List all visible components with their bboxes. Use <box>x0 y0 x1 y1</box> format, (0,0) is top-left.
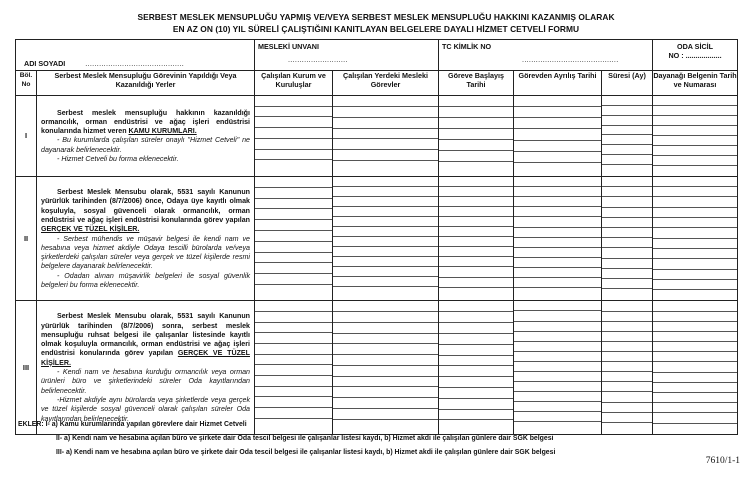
entry-line[interactable] <box>333 366 438 377</box>
entry-lines-gorevler[interactable] <box>333 176 439 301</box>
entry-line[interactable] <box>602 269 652 279</box>
entry-line[interactable] <box>439 257 513 267</box>
entry-line[interactable] <box>514 372 601 382</box>
col-kurum: Çalışılan Kurum ve Kuruluşlar <box>255 71 333 96</box>
entry-line[interactable] <box>439 118 513 129</box>
section-description <box>37 301 255 434</box>
entry-line[interactable] <box>653 424 737 434</box>
entry-line[interactable] <box>602 423 652 433</box>
entry-line[interactable] <box>602 135 652 145</box>
entry-line[interactable] <box>255 199 332 210</box>
entry-line[interactable] <box>333 96 438 107</box>
entry-line[interactable] <box>255 285 332 296</box>
entry-line[interactable] <box>653 228 737 238</box>
col-yerler: Serbest Meslek Mensupluğu Görevinin Yapıldığı Veya Kazanıldığı Yerler <box>37 71 255 96</box>
entry-line[interactable] <box>255 263 332 274</box>
section-description <box>37 176 255 301</box>
entry-line[interactable] <box>255 117 332 128</box>
entry-line[interactable] <box>514 402 601 412</box>
entry-line[interactable] <box>333 387 438 398</box>
section-text-underlined: GERÇEK VE TÜZEL KİŞİLER. <box>41 349 250 367</box>
entry-lines-kurum[interactable] <box>255 176 333 301</box>
header-row-columns <box>16 71 738 96</box>
entry-line[interactable] <box>653 383 737 393</box>
entry-line[interactable] <box>255 312 332 323</box>
entry-line[interactable] <box>439 247 513 257</box>
entry-line[interactable] <box>255 355 332 366</box>
entry-lines-dayanak[interactable] <box>653 176 738 301</box>
entry-line[interactable] <box>602 197 652 207</box>
entry-line[interactable] <box>514 217 601 227</box>
entry-line[interactable] <box>514 322 601 332</box>
entry-line[interactable] <box>333 187 438 197</box>
entry-line[interactable] <box>255 139 332 150</box>
entry-line[interactable] <box>602 177 652 187</box>
entry-line[interactable] <box>653 301 737 311</box>
entry-line[interactable] <box>255 177 332 188</box>
entry-line[interactable] <box>439 323 513 334</box>
section-text: Serbest Meslek Mensubu olarak, 5531 sayılı Kanunun yürürlük tarihinden (8/7/2006) önce, Odaya üye kayıtlı olmak koşuluyla, sosyal güvenceli olarak ormancılık, orman endüstrisi ve ağaç işleri endüstrisi konularında görev yapılan <box>41 188 250 224</box>
entry-line[interactable] <box>514 278 601 288</box>
entry-line[interactable] <box>439 207 513 217</box>
section-row-ii <box>16 176 738 301</box>
entry-line[interactable] <box>333 129 438 140</box>
entry-line[interactable] <box>439 288 513 298</box>
entry-line[interactable] <box>653 116 737 126</box>
profession-dots: .......................... <box>288 55 348 64</box>
entry-line[interactable] <box>653 259 737 269</box>
entry-line[interactable] <box>514 207 601 217</box>
entry-line[interactable] <box>602 187 652 197</box>
entry-line[interactable] <box>514 118 601 129</box>
entry-line[interactable] <box>602 248 652 258</box>
entry-lines-kurum[interactable] <box>255 301 333 434</box>
entry-line[interactable] <box>439 187 513 197</box>
entry-line[interactable] <box>653 312 737 322</box>
entry-line[interactable] <box>514 352 601 362</box>
entry-line[interactable] <box>333 177 438 187</box>
entry-line[interactable] <box>602 259 652 269</box>
tc-label: TC KİMLİK NO <box>442 42 492 51</box>
entry-line[interactable] <box>653 218 737 228</box>
entry-line[interactable] <box>602 238 652 248</box>
entry-line[interactable] <box>255 128 332 139</box>
entry-line[interactable] <box>333 377 438 388</box>
entry-line[interactable] <box>653 352 737 362</box>
entry-lines-gorevler[interactable] <box>333 301 439 434</box>
oda-cell[interactable] <box>653 40 738 71</box>
entry-line[interactable] <box>653 156 737 166</box>
entry-line[interactable] <box>602 218 652 228</box>
entry-line[interactable] <box>602 208 652 218</box>
entry-line[interactable] <box>333 344 438 355</box>
entry-line[interactable] <box>255 274 332 285</box>
entry-line[interactable] <box>255 107 332 118</box>
entry-line[interactable] <box>602 145 652 155</box>
col-dayanak: Dayanağı Belgenin Tarih ve Numarası <box>653 71 738 96</box>
entry-line[interactable] <box>602 289 652 299</box>
entry-line[interactable] <box>653 332 737 342</box>
entry-line[interactable] <box>439 366 513 377</box>
entry-line[interactable] <box>514 177 601 187</box>
entry-lines-ayrilis[interactable] <box>514 301 602 434</box>
entry-line[interactable] <box>602 352 652 362</box>
entry-line[interactable] <box>653 362 737 372</box>
entry-line[interactable] <box>333 107 438 118</box>
entry-line[interactable] <box>439 312 513 323</box>
section-text-underlined: KAMU KURUMLARI. <box>128 127 197 136</box>
entry-line[interactable] <box>602 382 652 392</box>
entry-line[interactable] <box>653 403 737 413</box>
entry-line[interactable] <box>439 356 513 367</box>
entry-line[interactable] <box>333 277 438 287</box>
form-code: 7610/1-1 <box>705 456 740 466</box>
section-number: I <box>16 96 37 177</box>
entry-line[interactable] <box>653 322 737 332</box>
entry-line[interactable] <box>514 288 601 298</box>
entry-lines-suresi[interactable] <box>602 96 653 177</box>
attachment-iii: III- a) Kendi nam ve hesabına açılan büro ve şirkete dair Oda tescil belgesi ile çalışanlar listesi kaydı, b) Hizmet akdi ile çalışılan günlere dair SGK belgesi <box>56 449 556 456</box>
tc-cell[interactable] <box>439 40 653 71</box>
entry-line[interactable] <box>333 161 438 172</box>
entry-line[interactable] <box>602 126 652 136</box>
entry-line[interactable] <box>514 382 601 392</box>
entry-line[interactable] <box>333 217 438 227</box>
entry-lines-ayrilis[interactable] <box>514 176 602 301</box>
entry-line[interactable] <box>602 116 652 126</box>
entry-line[interactable] <box>602 362 652 372</box>
entry-line[interactable] <box>653 136 737 146</box>
entry-line[interactable] <box>514 268 601 278</box>
section-number: II <box>16 176 37 301</box>
entry-line[interactable] <box>333 237 438 247</box>
entry-line[interactable] <box>255 387 332 398</box>
entry-lines-gorevler[interactable] <box>333 96 439 177</box>
entry-line[interactable] <box>439 237 513 247</box>
entry-line[interactable] <box>333 287 438 297</box>
entry-line[interactable] <box>255 209 332 220</box>
entry-line[interactable] <box>439 377 513 388</box>
entry-line[interactable] <box>439 96 513 107</box>
entry-line[interactable] <box>653 197 737 207</box>
entry-line[interactable] <box>514 258 601 268</box>
entry-line[interactable] <box>333 301 438 312</box>
section-row-i <box>16 96 738 177</box>
entry-line[interactable] <box>439 267 513 277</box>
entry-line[interactable] <box>255 150 332 161</box>
entry-line[interactable] <box>514 342 601 352</box>
col-baslayis: Göreve Başlayış Tarihi <box>439 71 514 96</box>
section-note-2: -Hizmet akdiyle aynı bürolarda veya şirketlerde veya gerçek ve tüzel kişilerde sosyal güvenceli olarak çalışılan süreler Oda kayıtlarından belirlenecektir. <box>41 395 250 423</box>
entry-lines-baslayis[interactable] <box>439 96 514 177</box>
entry-line[interactable] <box>333 118 438 129</box>
attachments-section <box>18 418 555 460</box>
entry-line[interactable] <box>333 398 438 409</box>
entry-line[interactable] <box>653 249 737 259</box>
entry-line[interactable] <box>653 166 737 176</box>
entry-line[interactable] <box>514 152 601 163</box>
col-bol-no: Böl. No <box>16 71 37 96</box>
entry-line[interactable] <box>653 280 737 290</box>
entry-line[interactable] <box>333 247 438 257</box>
entry-line[interactable] <box>514 392 601 402</box>
section-number: III <box>16 301 37 434</box>
col-gorevler: Çalışılan Yerdeki Mesleki Görevler <box>333 71 439 96</box>
entry-line[interactable] <box>602 403 652 413</box>
entry-line[interactable] <box>514 238 601 248</box>
entry-line[interactable] <box>439 227 513 237</box>
section-text: Serbest meslek mensupluğu hakkının kazanıldığı ormancılık, orman endüstrisi ve ağaç işleri endüstrisi konularında hizmet veren <box>41 108 250 136</box>
entry-lines-baslayis[interactable] <box>439 176 514 301</box>
entry-line[interactable] <box>602 332 652 342</box>
entry-lines-kurum[interactable] <box>255 96 333 177</box>
entry-lines-dayanak[interactable] <box>653 301 738 434</box>
entry-line[interactable] <box>602 106 652 116</box>
name-dots: ........................................... <box>85 59 185 68</box>
entry-line[interactable] <box>255 301 332 312</box>
entry-line[interactable] <box>653 290 737 300</box>
tc-dots: .......................................... <box>522 55 619 64</box>
entry-line[interactable] <box>439 388 513 399</box>
entry-line[interactable] <box>255 397 332 408</box>
entry-line[interactable] <box>602 413 652 423</box>
oda-no: NO : .................. <box>668 51 722 60</box>
entry-line[interactable] <box>602 155 652 165</box>
entry-line[interactable] <box>514 141 601 152</box>
entry-lines-dayanak[interactable] <box>653 96 738 177</box>
form-title-line-1: SERBEST MESLEK MENSUPLUĞU YAPMIŞ VE/VEYA SERBEST MESLEK MENSUPLUĞU HAKKINI KAZANMIŞ OLARAK <box>137 12 615 22</box>
entry-line[interactable] <box>653 239 737 249</box>
entry-line[interactable] <box>255 253 332 264</box>
entry-line[interactable] <box>653 342 737 352</box>
section-note-1: - Serbest mühendis ve müşavir belgesi ile kendi nam ve hesabına veya hizmet akdiyle Odaya tescilli bürolarda ve/veya şirketlerdeki çalışılan süreler veya gerçek ve tüzel kişilerde resmi belgelere dayanarak belirlenecektir. <box>41 234 250 271</box>
attachment-i: I- a) Kamu kurumlarında yapılan görevlere dair Hizmet Cetveli <box>45 421 247 428</box>
profession-label: MESLEKİ UNVANI <box>258 42 319 51</box>
entry-lines-ayrilis[interactable] <box>514 96 602 177</box>
oda-label: ODA SİCİL <box>676 42 714 51</box>
entry-line[interactable] <box>333 207 438 217</box>
entry-line[interactable] <box>514 197 601 207</box>
entry-line[interactable] <box>602 165 652 175</box>
section-text-underlined: GERÇEK VE TÜZEL KİŞİLER. <box>41 225 140 234</box>
entry-line[interactable] <box>439 345 513 356</box>
entry-line[interactable] <box>439 197 513 207</box>
entry-lines-baslayis[interactable] <box>439 301 514 434</box>
entry-line[interactable] <box>653 373 737 383</box>
entry-line[interactable] <box>255 220 332 231</box>
entry-line[interactable] <box>653 126 737 136</box>
entry-line[interactable] <box>255 96 332 107</box>
entry-line[interactable] <box>333 323 438 334</box>
entry-line[interactable] <box>602 342 652 352</box>
entry-line[interactable] <box>333 267 438 277</box>
entry-line[interactable] <box>439 129 513 140</box>
entry-line[interactable] <box>602 228 652 238</box>
entry-line[interactable] <box>653 96 737 106</box>
section-row-iii <box>16 301 738 434</box>
entry-line[interactable] <box>514 129 601 140</box>
entry-line[interactable] <box>653 106 737 116</box>
entry-line[interactable] <box>653 146 737 156</box>
entry-line[interactable] <box>653 393 737 403</box>
entry-lines-suresi[interactable] <box>602 301 653 434</box>
section-note-1: - Kendi nam ve hesabına kurduğu ormancılık veya orman ürünleri büro ve şirketlerindeki süreler Oda kayıtlarından belirlenecektir. <box>41 368 250 395</box>
entry-line[interactable] <box>602 279 652 289</box>
entry-line[interactable] <box>514 248 601 258</box>
entry-line[interactable] <box>255 242 332 253</box>
entry-line[interactable] <box>255 188 332 199</box>
entry-line[interactable] <box>439 399 513 410</box>
entry-line[interactable] <box>255 333 332 344</box>
service-record-table <box>15 39 738 435</box>
entry-line[interactable] <box>255 160 332 171</box>
entry-line[interactable] <box>439 151 513 162</box>
col-ayrilis: Görevden Ayrılış Tarihi <box>514 71 602 96</box>
name-cell[interactable] <box>16 40 255 71</box>
section-description <box>37 96 255 177</box>
entry-lines-suresi[interactable] <box>602 176 653 301</box>
entry-line[interactable] <box>514 362 601 372</box>
entry-line[interactable] <box>333 355 438 366</box>
entry-line[interactable] <box>255 365 332 376</box>
entry-line[interactable] <box>255 323 332 334</box>
entry-line[interactable] <box>602 392 652 402</box>
entry-line[interactable] <box>439 278 513 288</box>
entry-line[interactable] <box>514 96 601 107</box>
entry-line[interactable] <box>653 270 737 280</box>
entry-line[interactable] <box>255 344 332 355</box>
entry-line[interactable] <box>439 140 513 151</box>
entry-line[interactable] <box>333 150 438 161</box>
entry-line[interactable] <box>602 301 652 311</box>
entry-line[interactable] <box>333 334 438 345</box>
attachment-ii: II- a) Kendi nam ve hesabına açılan büro ve şirkete dair Oda tescil belgesi ile çalışanlar listesi kaydı, b) Hizmet akdi ile çalışılan günlere dair SGK belgesi <box>56 435 554 442</box>
entry-line[interactable] <box>333 227 438 237</box>
entry-line[interactable] <box>439 334 513 345</box>
entry-line[interactable] <box>439 217 513 227</box>
section-note-1: - Bu kurumlarda çalışılan süreler onaylı "Hizmet Cetveli" ne dayanarak belirlenecektir. <box>41 136 250 154</box>
entry-line[interactable] <box>333 197 438 207</box>
entry-line[interactable] <box>653 413 737 423</box>
entry-line[interactable] <box>602 372 652 382</box>
entry-line[interactable] <box>514 163 601 174</box>
entry-line[interactable] <box>514 187 601 197</box>
section-note-2: - Hizmet Cetveli bu forma eklenecektir. <box>57 155 179 164</box>
entry-line[interactable] <box>333 139 438 150</box>
entry-line[interactable] <box>255 231 332 242</box>
entry-line[interactable] <box>602 312 652 322</box>
form-title-line-2: EN AZ ON (10) YIL SÜRELİ ÇALIŞTIĞINI KANITLAYAN BELGELERE DAYALI HİZMET CETVELİ FORMU <box>172 24 580 34</box>
entry-line[interactable] <box>439 301 513 312</box>
section-text: Serbest Meslek Mensubu olarak, 5531 sayılı Kanunun yürürlük tarihinden (8/7/2006) sonra, serbest meslek mensupluğu ruhsat belgesi ile çalışanlar listesinde kayıtlı olmak koşuluyla ormancılık, orman endüstrisi ve ağaç işleri endüstrisi konularında görev yapılan <box>41 312 250 358</box>
entry-line[interactable] <box>602 96 652 106</box>
col-suresi: Süresi (Ay) <box>602 71 653 96</box>
entry-line[interactable] <box>602 322 652 332</box>
entry-line[interactable] <box>333 257 438 267</box>
entry-line[interactable] <box>514 311 601 321</box>
section-note-2: - Odadan alınan müşavirlik belgeleri ile sosyal güvenlik belgeleri bu forma eklenecektir. <box>41 271 250 289</box>
entry-line[interactable] <box>333 312 438 323</box>
entry-line[interactable] <box>653 208 737 218</box>
entry-line[interactable] <box>439 162 513 173</box>
entry-line[interactable] <box>255 376 332 387</box>
entry-line[interactable] <box>514 228 601 238</box>
entry-line[interactable] <box>653 187 737 197</box>
entry-line[interactable] <box>439 107 513 118</box>
entry-line[interactable] <box>653 177 737 187</box>
attachments-label: EKLER: <box>18 421 44 428</box>
entry-line[interactable] <box>514 107 601 118</box>
header-row-identity <box>16 40 738 71</box>
profession-cell[interactable] <box>255 40 439 71</box>
entry-line[interactable] <box>439 177 513 187</box>
entry-line[interactable] <box>514 332 601 342</box>
entry-line[interactable] <box>514 301 601 311</box>
name-label: ADI SOYADI <box>24 59 66 68</box>
